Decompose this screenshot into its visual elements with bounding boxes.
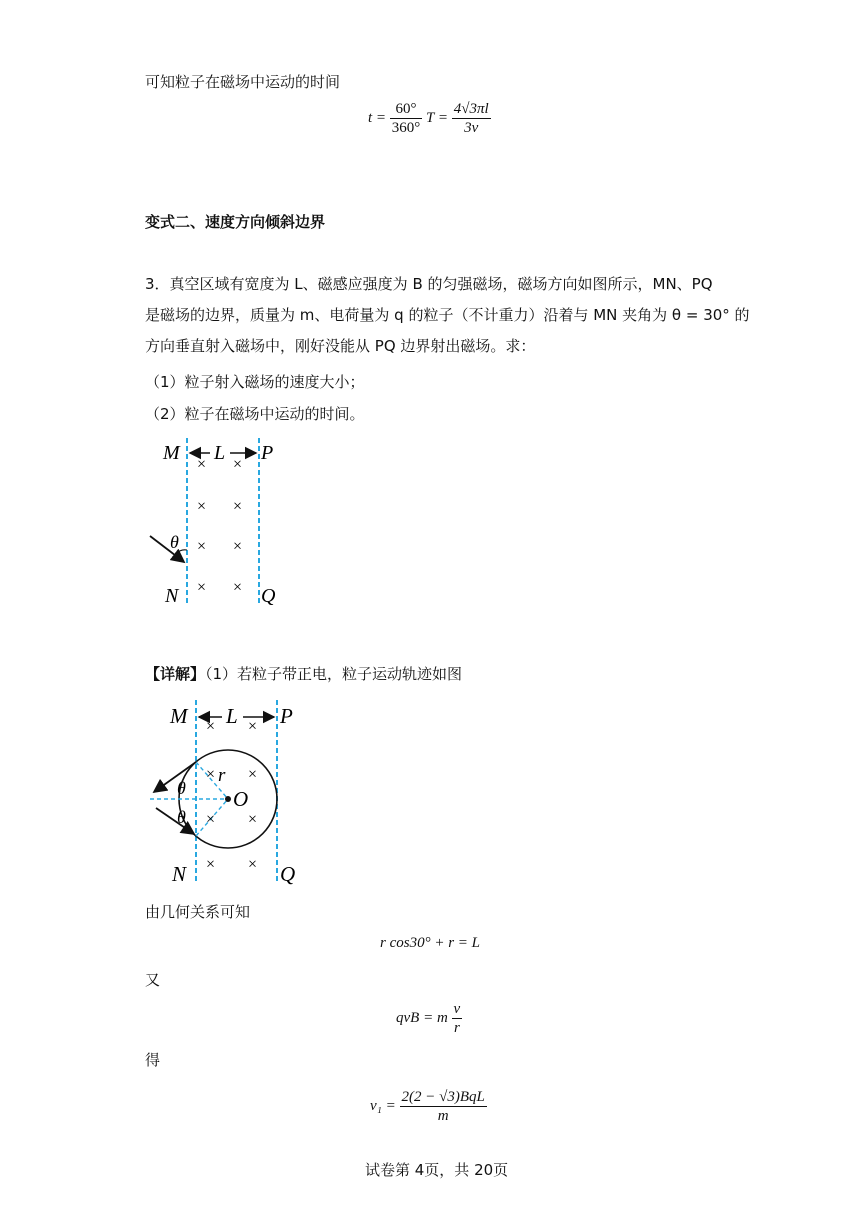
exit-velocity-arrow (154, 762, 196, 792)
field-cross: × (233, 456, 243, 473)
field-cross: × (248, 811, 258, 828)
fraction-angle (390, 100, 423, 137)
fraction-result-num: 4√3πl (453, 101, 489, 117)
question-2: （2）粒子在磁场中运动的时间。 (145, 405, 365, 423)
solution-part-1: （1）若粒子带正电，粒子运动轨迹如图 (205, 665, 463, 683)
solution-figure (140, 696, 310, 891)
fraction-velocity-num: 2(2 − √3)BqL (401, 1089, 485, 1105)
problem-line-2: 是磁场的边界，质量为 m、电荷量为 q 的粒子（不计重力）沿着与 MN 夹角为 θ = 30° 的 (145, 306, 750, 324)
label-m: M (163, 442, 180, 464)
problem-line-1: 3．真空区域有宽度为 L、磁感应强度为 B 的匀强磁场，磁场方向如图所示，MN、PQ (145, 275, 713, 293)
question-1: （1）粒子射入磁场的速度大小； (145, 373, 365, 391)
fraction-velocity (400, 1088, 487, 1125)
solution-prefix: 【详解】 (145, 665, 206, 683)
formula-lhs: t = (368, 109, 387, 126)
label-l: L (214, 442, 226, 464)
field-cross: × (197, 456, 207, 473)
field-cross: × (206, 718, 216, 735)
field-cross: × (206, 856, 216, 873)
center-point (225, 796, 231, 802)
label-theta-lower: θ (177, 807, 186, 827)
field-crosses (197, 456, 242, 596)
page-footer: 试卷第 4页，共 20页 (365, 1161, 509, 1179)
label-n: N (165, 585, 179, 607)
equation-velocity (370, 1088, 487, 1125)
label-q: Q (280, 862, 296, 886)
also-text: 又 (145, 971, 161, 989)
field-cross: × (248, 856, 258, 873)
formula-time (368, 100, 491, 137)
problem-line-3: 方向垂直射入磁场中，刚好没能从 PQ 边界射出磁场。求： (145, 337, 536, 355)
label-p: P (280, 704, 293, 728)
entry-velocity-arrow (156, 808, 194, 834)
label-r: r (218, 765, 226, 786)
field-cross: × (233, 538, 243, 555)
label-theta: θ (170, 532, 179, 552)
fraction-v-over-r-den: r (453, 1020, 460, 1036)
label-o: O (233, 787, 249, 811)
solution-line (145, 664, 462, 684)
fraction-angle-den: 360° (391, 120, 421, 136)
formula-mid: T = (426, 109, 448, 126)
fraction-v-over-r-num: v (453, 1001, 461, 1017)
label-p: P (261, 442, 274, 464)
equation-geometry: r cos30° + r = L (380, 935, 481, 951)
field-cross: × (248, 766, 258, 783)
field-cross: × (197, 579, 207, 596)
intro-text: 可知粒子在磁场中运动的时间 (145, 73, 341, 91)
fraction-result-den: 3v (464, 120, 479, 136)
geometry-text: 由几何关系可知 (145, 903, 251, 921)
field-cross: × (206, 766, 216, 783)
equation-force (396, 1000, 462, 1037)
field-cross: × (197, 538, 207, 555)
label-m: M (170, 704, 188, 728)
result-text: 得 (145, 1051, 161, 1069)
fraction-angle-num: 60° (390, 100, 423, 119)
fraction-velocity-den: m (437, 1108, 449, 1124)
field-cross: × (233, 579, 243, 596)
label-n: N (172, 862, 187, 886)
equation-velocity-lhs: v₁ = (370, 1097, 396, 1114)
fraction-result (452, 100, 491, 137)
field-crosses (206, 718, 257, 873)
field-cross: × (248, 718, 258, 735)
label-l: L (226, 704, 238, 728)
field-cross: × (233, 498, 243, 515)
field-cross: × (197, 498, 207, 515)
problem-figure (140, 434, 300, 614)
section-heading: 变式二、速度方向倾斜边界 (145, 213, 326, 231)
velocity-arrow (150, 536, 184, 562)
label-theta-upper: θ (177, 778, 186, 798)
field-cross: × (206, 811, 216, 828)
label-q: Q (261, 585, 276, 607)
equation-force-lhs: qvB = m (396, 1009, 448, 1026)
fraction-v-over-r (452, 1000, 463, 1037)
